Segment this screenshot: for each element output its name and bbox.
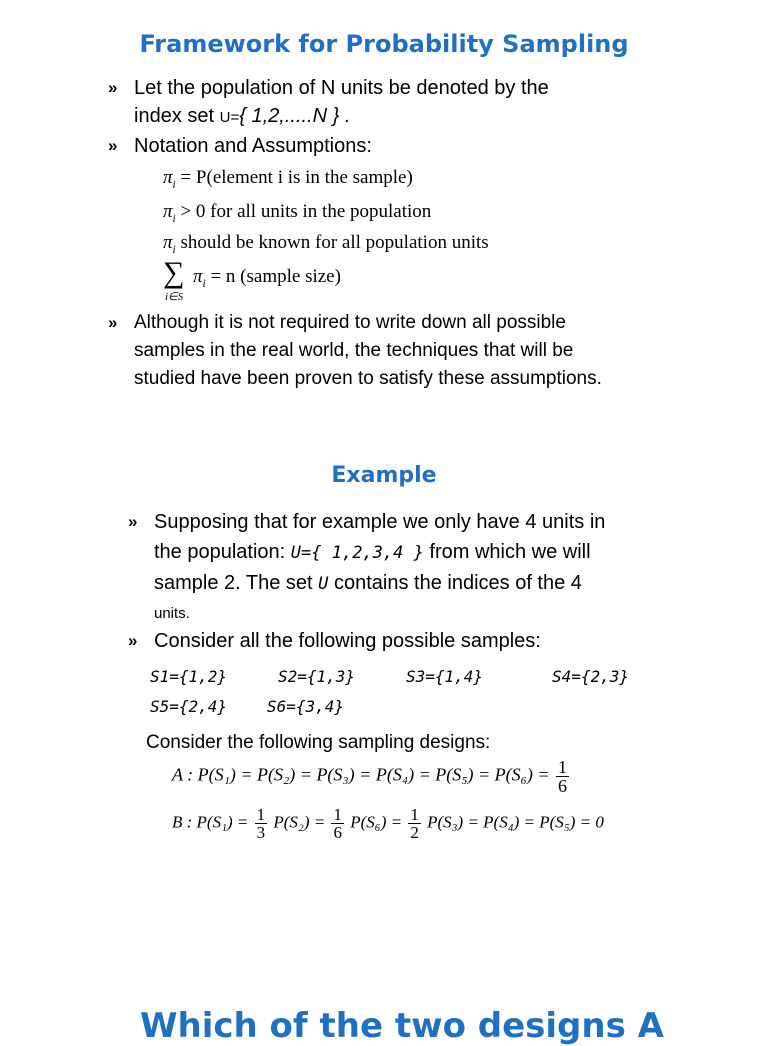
bullet-population: » Let the population of N units be denoted by the index set U={ 1,2,.....N } . bbox=[134, 74, 549, 132]
section-title-framework: Framework for Probability Sampling bbox=[139, 30, 629, 58]
bullet-although: » Although it is not required to write down all possible samples in the real world, the techniques that will be studied have been proven to satisfy these assumptions. bbox=[134, 309, 602, 393]
bullet-marker-icon: » bbox=[108, 136, 118, 155]
assumption-pi-known: $\pi_i$ should be known for all population units bbox=[163, 232, 489, 256]
section-title-example: Example bbox=[331, 463, 437, 488]
bullet-marker-icon: » bbox=[128, 631, 138, 650]
cut-off-heading: Which of the two designs A bbox=[140, 1006, 664, 1046]
summation-icon: ∑ bbox=[163, 256, 185, 289]
bullet-consider-samples: » Consider all the following possible samples: bbox=[154, 627, 541, 655]
bullet-marker-icon: » bbox=[128, 512, 138, 531]
bullet-notation: » Notation and Assumptions: bbox=[134, 132, 372, 160]
designs-intro: Consider the following sampling designs: bbox=[146, 732, 491, 753]
assumption-sample-size: $\pi_i = n$ (sample size) bbox=[193, 266, 341, 290]
assumption-pi-positive: $\pi_i > 0$ for all units in the population bbox=[163, 201, 432, 225]
samples-row-1: S1={1,2} S2={1,3} S3={1,4} S4={2,3} bbox=[150, 667, 630, 686]
design-b-formula: B : P(S₁) = $\frac{1}{3}$ P(S₂) = $\frac{1}{6}$ P(S₆) = $\frac{1}{2}$ P(S₃) = P(S₄) = P(S₅) = 0 bbox=[172, 805, 604, 842]
bullet-marker-icon: » bbox=[108, 313, 118, 332]
bullet-marker-icon: » bbox=[108, 78, 118, 97]
sum-index: i∈S bbox=[165, 291, 184, 303]
design-a-formula: A : P(S₁) = P(S₂) = P(S₃) = P(S₄) = P(S₅) = P(S₆) = $\frac{1}{6}$ bbox=[172, 757, 567, 796]
assumption-pi-definition: $\pi_i$ = P(element i is in the sample) bbox=[163, 167, 413, 191]
samples-row-2: S5={2,4} S6={3,4} bbox=[150, 697, 345, 716]
bullet-supposing: » Supposing that for example we only have 4 units in the population: U={ 1,2,3,4 } from which we will sample 2. The set U contains the indices of the 4 units. bbox=[154, 507, 605, 629]
